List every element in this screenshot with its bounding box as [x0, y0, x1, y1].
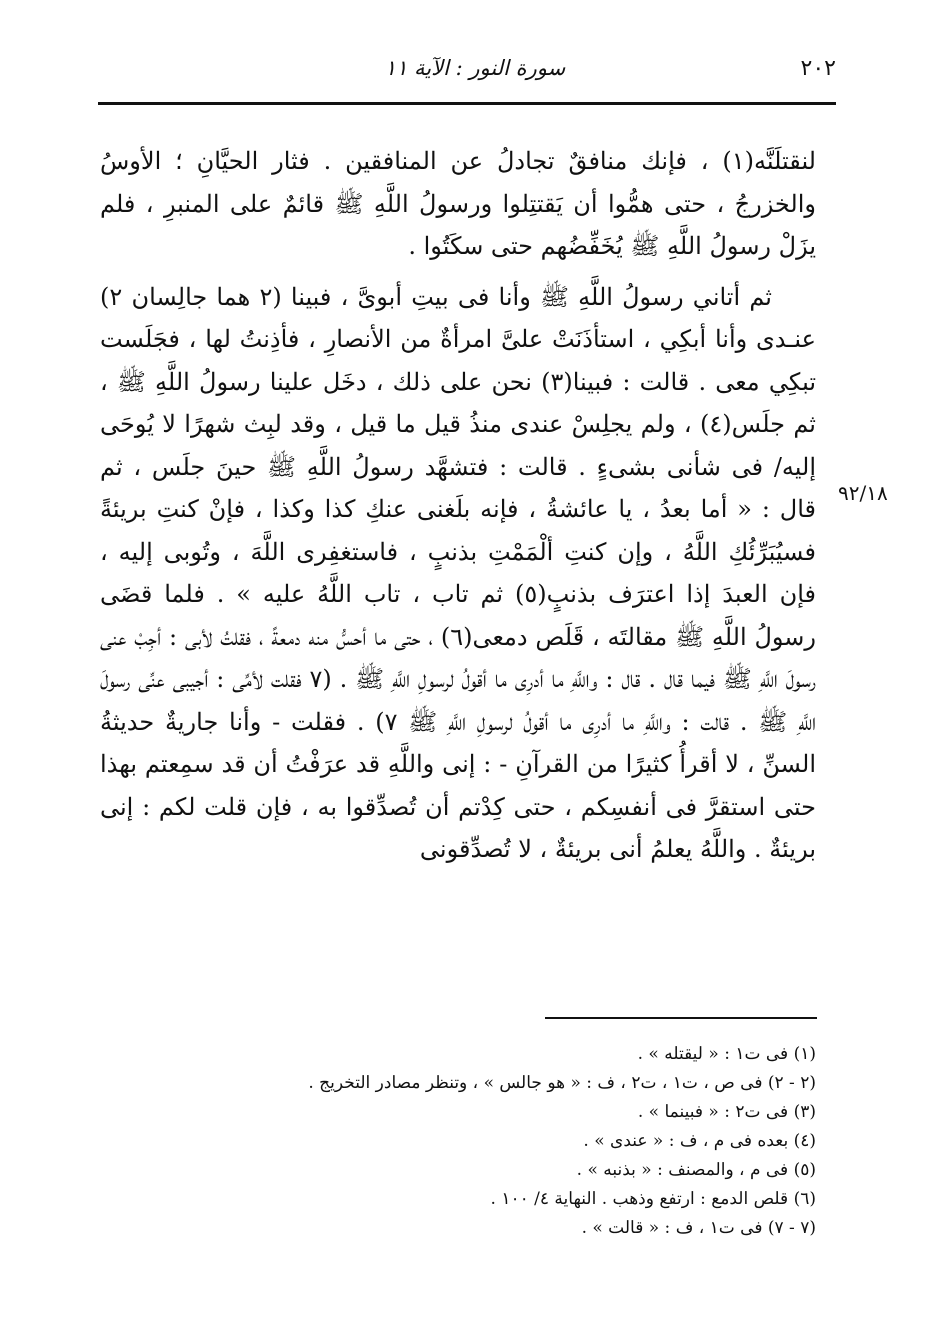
- footnote: (١) فى ت١ : « ليقتله » .: [637, 1044, 816, 1064]
- paragraph: لنقتلَنَّه(١) ، فإنك منافقٌ تجادلُ عن المنافقين . فثار الحيَّانِ ؛ الأوسُ والخزرجُ ، حتى همُّوا أن يَقتتِلوا ورسولُ اللَّهِ ﷺ قائمٌ على المنبرِ ، فلم يزَلْ رسولُ اللَّهِ ﷺ يُخَفِّضُهم حتى سكَتُوا .: [100, 147, 816, 260]
- main-text: [100, 140, 816, 871]
- page-number: ٢٠٢: [800, 56, 836, 81]
- running-head: سورة النور : الآية ١١: [384, 56, 566, 80]
- footnote: (٧ - ٧) فى ت١ ، ف : « قالت » .: [581, 1218, 816, 1238]
- footnote: (٣) فى ت٢ : « فبينما » .: [637, 1102, 816, 1122]
- footnote: (٦) قلص الدمع : ارتفع وذهب . النهاية ٤/ ١٠٠ .: [490, 1189, 816, 1209]
- footnote: (٤) بعده فى م ، ف : « عندى » .: [583, 1131, 816, 1151]
- header-rule: [98, 102, 836, 105]
- paragraph: ثم أتاني رسولُ اللَّهِ ﷺ وأنا فى بيتِ أبوىَّ ، فبينا (٢ هما جالِسان ٢) عنـدى وأنا أبكِي ، استأذَنَتْ علىَّ امرأةٌ من الأنصارِ ، فأذِنتُ لها ، فجَلَست تبكِي معى . قالت : فبينا(٣) نحن على ذلك ، دخَل علينا رسولُ اللَّهِ ﷺ ، ثم جلَس(٤) ، ولم يجلِسْ عندى منذُ قيل ما قيل ، وقد لبِث شهرًا لا يُوحَى إليه/ فى شأنى بشىءٍ . قالت : فتشهَّد رسولُ اللَّهِ ﷺ حينَ جلَس ، ثم قال : « أما بعدُ ، يا عائشةُ ، فإنه بلَغنى عنكِ كذا وكذا ، فإنْ كنتِ بريئةً فسيُبَرِّئُكِ اللَّهُ ، وإن كنتِ ألْمَمْتِ بذنبٍ ، فاستغفِرى اللَّهَ ، وتُوبى إليه ، فإن العبدَ إذا اعترَف بذنبٍ(٥) ثم تاب ، تاب اللَّهُ عليه » . فلما قضَى رسولُ اللَّهِ ﷺ مقالتَه ، قَلَص دمعى(٦) ، حتى ما أحسُّ منه دمعةً ، فقلتُ لأبى : أجِبْ عنى رسولَ اللَّهِ ﷺ فيما قال . قال : واللَّهِ ما أدرِى ما أقولُ لرسولِ اللَّهِ ﷺ . (٧ فقلت لأمِّى : أجيبى عنِّى رسولَ اللَّهِ ﷺ . قالت : واللَّهِ ما أدرِى ما أقولُ لرسولِ اللَّهِ ﷺ ٧) . فقلت - وأنا جاريةٌ حديثةُ السنِّ ، لا أقرأُ كثيرًا من القرآنِ - : إنى واللَّهِ قد عرَفْتُ أن قد سمِعتم بهذا حتى استقرَّ فى أنفسِكم ، حتى كِدْتم أن تُصدِّقوا به ، فإن قلت لكم : إنى بريئةٌ . واللَّهُ يعلمُ أنى بريئةٌ ، لا تُصدِّقونى: [100, 282, 817, 863]
- margin-note: ٩٢/١٨: [838, 481, 888, 505]
- footnote-rule: [545, 1017, 817, 1019]
- footnotes: [100, 1040, 816, 1243]
- footnote: (٥) فى م ، والمصنف : « بذنبه » .: [576, 1160, 816, 1180]
- footnote: (٢ - ٢) فى ص ، ت١ ، ت٢ ، ف : « هو جالس » ، وتنظر مصادر التخريج .: [308, 1073, 816, 1093]
